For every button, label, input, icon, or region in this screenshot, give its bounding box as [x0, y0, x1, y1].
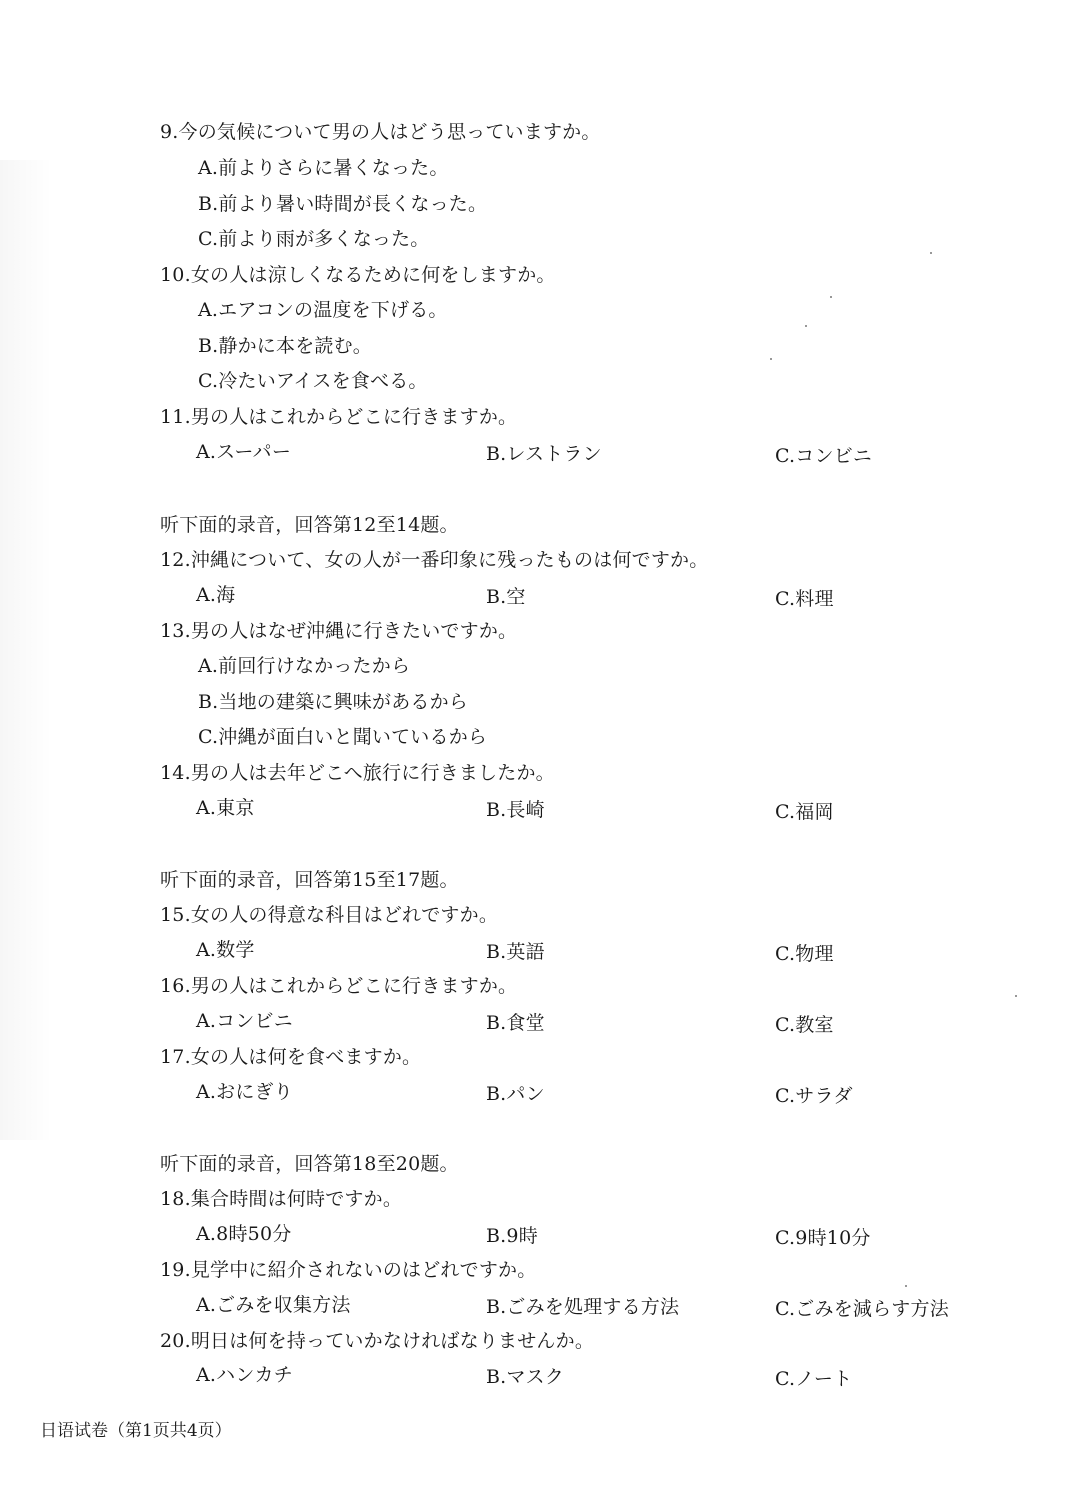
option: A.おにぎり — [196, 1081, 293, 1103]
option: B.英語 — [486, 941, 545, 963]
question-stem: 13.男の人はなぜ沖縄に行きたいですか。 — [160, 620, 518, 642]
option: C.コンビニ — [775, 445, 873, 467]
option: A.前よりさらに暑くなった。 — [198, 157, 449, 179]
option: B.マスク — [486, 1366, 565, 1388]
option: A.東京 — [196, 797, 255, 819]
option: A.ごみを収集方法 — [196, 1294, 351, 1316]
question-stem: 10.女の人は涼しくなるために何をしますか。 — [160, 264, 556, 286]
option: C.物理 — [775, 943, 834, 965]
question-stem: 18.集合時間は何時ですか。 — [160, 1188, 403, 1210]
option: C.教室 — [775, 1014, 834, 1036]
option: C.ごみを減らす方法 — [775, 1298, 949, 1320]
option: B.静かに本を読む。 — [198, 335, 373, 357]
option: B.空 — [486, 586, 526, 608]
option: A.エアコンの温度を下げる。 — [198, 299, 448, 321]
option: A.コンビニ — [196, 1010, 293, 1032]
question-stem: 17.女の人は何を食べますか。 — [160, 1046, 422, 1068]
section-instruction: 听下面的录音，回答第15至17题。 — [160, 869, 459, 891]
scan-speck — [805, 325, 807, 327]
option: C.サラダ — [775, 1085, 853, 1107]
scan-speck — [930, 252, 932, 254]
scan-speck — [1015, 995, 1017, 997]
option: C.沖縄が面白いと聞いているから — [198, 726, 488, 748]
option: C.料理 — [775, 588, 834, 610]
section-instruction: 听下面的录音，回答第18至20题。 — [160, 1153, 459, 1175]
question-stem: 20.明日は何を持っていかなければなりませんか。 — [160, 1330, 595, 1352]
option: B.パン — [486, 1083, 545, 1105]
option: B.食堂 — [486, 1012, 545, 1034]
question-stem: 14.男の人は去年どこへ旅行に行きましたか。 — [160, 762, 555, 784]
option: B.当地の建築に興味があるから — [198, 691, 469, 713]
scan-speck — [830, 296, 832, 298]
option: B.前より暑い時間が長くなった。 — [198, 193, 488, 215]
option: C.前より雨が多くなった。 — [198, 228, 430, 250]
question-stem: 9.今の気候について男の人はどう思っていますか。 — [160, 121, 601, 143]
page-footer: 日语试卷（第1页共4页） — [40, 1421, 232, 1441]
option: C.冷たいアイスを食べる。 — [198, 370, 428, 392]
option: B.ごみを処理する方法 — [486, 1296, 680, 1318]
option: A.ハンカチ — [196, 1364, 293, 1386]
scan-speck — [770, 358, 772, 360]
option: A.海 — [196, 584, 236, 606]
option: C.ノート — [775, 1368, 853, 1390]
option: C.9時10分 — [775, 1227, 871, 1249]
scan-shadow — [0, 160, 52, 1140]
option: B.レストラン — [486, 443, 602, 465]
option: A.数学 — [196, 939, 255, 961]
question-stem: 12.沖縄について、女の人が一番印象に残ったものは何ですか。 — [160, 549, 709, 571]
option: B.長崎 — [486, 799, 545, 821]
question-stem: 16.男の人はこれからどこに行きますか。 — [160, 975, 518, 997]
option: A.8時50分 — [196, 1223, 292, 1245]
option: B.9時 — [486, 1225, 538, 1247]
question-stem: 19.見学中に紹介されないのはどれですか。 — [160, 1259, 537, 1281]
option: A.前回行けなかったから — [198, 655, 411, 677]
option: A.スーパー — [196, 441, 292, 463]
question-stem: 15.女の人の得意な科目はどれですか。 — [160, 904, 499, 926]
section-instruction: 听下面的录音，回答第12至14题。 — [160, 514, 459, 536]
question-stem: 11.男の人はこれからどこに行きますか。 — [160, 406, 518, 428]
option: C.福岡 — [775, 801, 834, 823]
scan-speck — [905, 1285, 907, 1287]
